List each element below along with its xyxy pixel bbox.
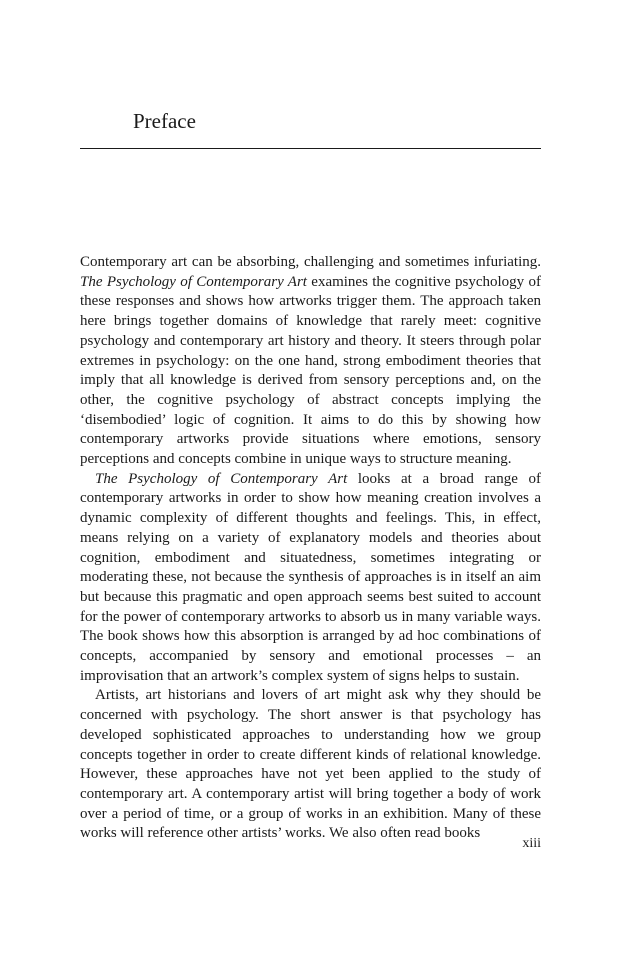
preface-body: [80, 253, 541, 844]
chapter-heading: Preface: [133, 109, 196, 133]
page-number: xiii: [522, 836, 541, 851]
book-title: The Psychology of Contemporary Art: [95, 470, 348, 487]
paragraph-text: Artists, art historians and lovers of art might ask why they should be concerned with psychology. The short answer is that psychology has developed sophisticated approaches to understanding how we group concepts together in order to create different kinds of relational knowledge. However, these approaches have not yet been applied to the study of contemporary art. A contemporary artist will bring together a body of work over a period of time, or a group of works in an exhibition. Many of these works will reference other artists’ works. We also often read books: [80, 687, 541, 842]
paragraph: [80, 470, 541, 687]
paragraph: [80, 686, 541, 844]
paragraph-text: Contemporary art can be absorbing, challenging and sometimes infuriating. The Psychology of Contemporary Art examines the cognitive psychology of these responses and shows how artworks trigger them. The approach taken here brings together domains of knowledge that rarely meet: cognitive psychology and contemporary art history and theory. It steers through polar extremes in psychology: on the one hand, strong embodiment theories that imply that all knowledge is derived from sensory perceptions and, on the other, the cognitive psychology of abstract concepts implying the ‘disembodied’ logic of cognition. It aims to do this by showing how contemporary artworks provide situations where emotions, sensory perceptions and concepts combine in unique ways to structure meaning.: [80, 254, 541, 468]
heading-rule: [80, 148, 541, 149]
paragraph-text: looks at a broad range of contemporary artworks in order to show how meaning creation involves a dynamic complexity of different thoughts and feelings. This, in effect, means relying on a variety of explanatory models and theories about cognition, embodiment and situatedness, sometimes integrating or moderating these, not because the synthesis of approaches is in itself an aim but because this pragmatic and open approach seems best suited to account for the power of contemporary artworks to absorb us in many variable ways. The book shows how this absorption is arranged by ad hoc combinations of concepts, accompanied by sensory and emotional processes – an improvisation that an artwork’s complex system of signs helps to sustain.: [80, 470, 542, 684]
paragraph: [80, 253, 541, 470]
